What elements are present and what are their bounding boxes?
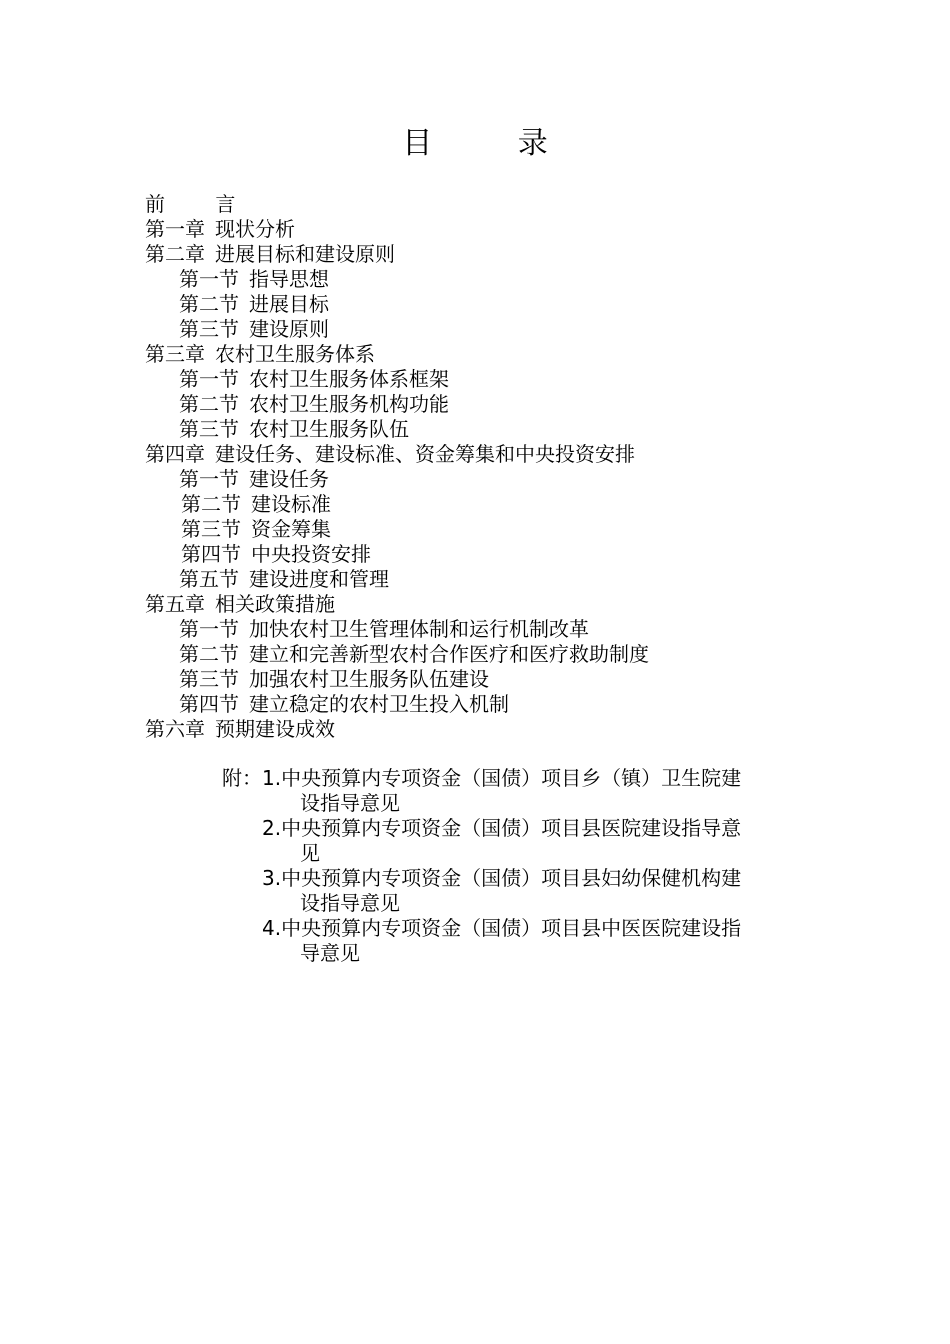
toc-entry-section [145, 542, 845, 567]
toc-entry-label: 第三节 [179, 317, 239, 341]
toc-entry-label: 第四章 [145, 442, 205, 466]
toc-entry-label: 第一节 [179, 617, 239, 641]
toc-entry-section [145, 467, 845, 492]
toc-entry-text: 资金筹集 [251, 517, 331, 541]
appendix-item [222, 766, 822, 816]
toc-entry-text: 农村卫生服务体系 [215, 342, 375, 366]
toc-entry-text: 建设标准 [251, 492, 331, 516]
toc-entry-preface [145, 192, 845, 217]
appendix-item-text-continued: 见 [300, 841, 320, 865]
toc-entry-section [145, 367, 845, 392]
appendix-item-text: 中央预算内专项资金（国债）项目县中医医院建设指 [281, 916, 742, 940]
toc-entry-text: 进展目标和建设原则 [215, 242, 395, 266]
toc-entry-section [145, 667, 845, 692]
toc-entry-chapter-6 [145, 717, 845, 742]
toc-entry-chapter-3 [145, 342, 845, 367]
toc-entry-label: 第二章 [145, 242, 205, 266]
toc-entry-text: 指导思想 [249, 267, 329, 291]
toc-entry-label: 第一节 [179, 367, 239, 391]
table-of-contents [145, 192, 845, 742]
toc-entry-text: 农村卫生服务体系框架 [249, 367, 449, 391]
toc-entry-label: 第三节 [179, 667, 239, 691]
toc-entry-section [145, 567, 845, 592]
appendix-item-text-continued: 设指导意见 [300, 891, 400, 915]
toc-entry-section [145, 642, 845, 667]
appendix-item-number: 4. [262, 916, 282, 940]
toc-entry-label: 第三章 [145, 342, 205, 366]
appendix-prefix: 附： [222, 766, 262, 790]
toc-entry-chapter-2 [145, 242, 845, 267]
toc-entry-text: 加强农村卫生服务队伍建设 [249, 667, 489, 691]
toc-entry-chapter-1 [145, 217, 845, 242]
appendix-item-text: 中央预算内专项资金（国债）项目县医院建设指导意 [281, 816, 742, 840]
toc-entry-label: 第一章 [145, 217, 205, 241]
toc-entry-text: 中央投资安排 [251, 542, 371, 566]
toc-entry-text: 建立稳定的农村卫生投入机制 [249, 692, 509, 716]
appendix-item-text: 中央预算内专项资金（国债）项目县妇幼保健机构建 [281, 866, 742, 890]
toc-entry-label: 前 言 [145, 192, 258, 216]
toc-entry-text: 现状分析 [215, 217, 295, 241]
toc-entry-section [145, 517, 845, 542]
toc-entry-section [145, 617, 845, 642]
toc-entry-label: 第五节 [179, 567, 239, 591]
toc-entry-label: 第一节 [179, 467, 239, 491]
toc-entry-section [145, 692, 845, 717]
toc-entry-text: 建立和完善新型农村合作医疗和医疗救助制度 [249, 642, 649, 666]
appendix-item-text-continued: 设指导意见 [300, 791, 400, 815]
toc-entry-text: 预期建设成效 [215, 717, 335, 741]
page-title: 目 录 [402, 126, 586, 161]
toc-entry-section [145, 267, 845, 292]
toc-entry-text: 加快农村卫生管理体制和运行机制改革 [249, 617, 589, 641]
toc-entry-chapter-5 [145, 592, 845, 617]
appendix-item [222, 816, 822, 866]
appendix-item-number: 2. [262, 816, 282, 840]
appendix-item-text: 中央预算内专项资金（国债）项目乡（镇）卫生院建 [281, 766, 742, 790]
appendix-item-text-continued: 导意见 [300, 941, 360, 965]
appendix-item-number: 1. [262, 766, 282, 790]
toc-entry-text: 建设任务 [249, 467, 329, 491]
toc-entry-label: 第二节 [179, 292, 239, 316]
toc-entry-text: 农村卫生服务队伍 [249, 417, 409, 441]
toc-entry-text: 进展目标 [249, 292, 329, 316]
appendix-item [222, 866, 822, 916]
toc-entry-label: 第三节 [181, 517, 241, 541]
appendix-list [222, 766, 822, 966]
toc-entry-text: 建设原则 [249, 317, 329, 341]
toc-entry-section [145, 392, 845, 417]
toc-entry-label: 第二节 [179, 392, 239, 416]
toc-entry-section [145, 492, 845, 517]
toc-entry-section [145, 317, 845, 342]
toc-entry-chapter-4 [145, 442, 845, 467]
appendix-item [222, 916, 822, 966]
toc-entry-text: 相关政策措施 [215, 592, 335, 616]
toc-entry-label: 第四节 [181, 542, 241, 566]
appendix-item-number: 3. [262, 866, 282, 890]
toc-entry-text: 建设进度和管理 [249, 567, 389, 591]
toc-entry-text: 建设任务、建设标准、资金筹集和中央投资安排 [215, 442, 635, 466]
toc-entry-label: 第二节 [181, 492, 241, 516]
toc-entry-label: 第四节 [179, 692, 239, 716]
toc-entry-section [145, 417, 845, 442]
toc-entry-section [145, 292, 845, 317]
toc-entry-label: 第五章 [145, 592, 205, 616]
toc-entry-label: 第三节 [179, 417, 239, 441]
toc-entry-label: 第一节 [179, 267, 239, 291]
toc-entry-label: 第二节 [179, 642, 239, 666]
toc-entry-label: 第六章 [145, 717, 205, 741]
toc-entry-text: 农村卫生服务机构功能 [249, 392, 449, 416]
